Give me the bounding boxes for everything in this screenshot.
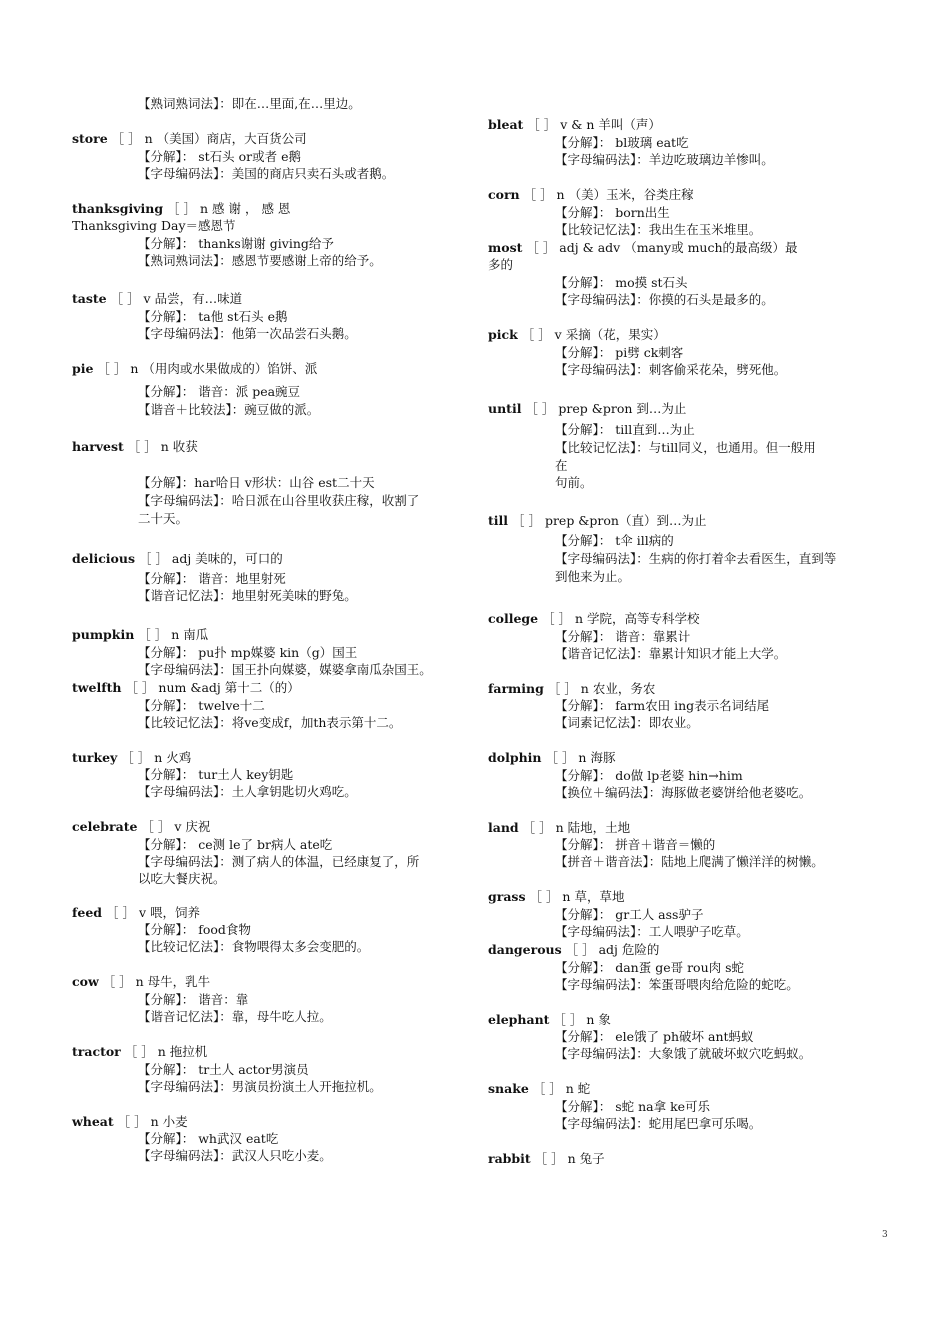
definition: ［ ］ n 火鸡 — [117, 750, 192, 765]
left-entry-headword-line — [72, 550, 283, 567]
right-text-line: 【分解】： gr工人 ass驴子 — [555, 907, 704, 922]
headword: college — [488, 611, 539, 626]
right-text-line: 【字母编码法】：刺客偷采花朵，劈死他。 — [555, 362, 787, 377]
right-text-line: 【分解】： farm农田 ing表示名词结尾 — [555, 698, 770, 713]
definition: ［ ］ n 象 — [549, 1012, 611, 1027]
right-entry-headword-line — [488, 610, 700, 627]
right-text-line: 句前。 — [555, 475, 593, 490]
page-number: 3 — [882, 1230, 888, 1240]
definition: ［ ］ n （用肉或水果做成的）馅饼、派 — [93, 361, 318, 376]
definition: ［ ］ v & n 羊叫（声） — [523, 117, 661, 132]
right-entry-headword-line — [488, 239, 798, 256]
right-text-line: 多的 — [488, 257, 514, 272]
left-text-line: 【分解】： tur土人 key钥匙 — [138, 767, 294, 782]
headword: pie — [72, 361, 94, 376]
right-entry-headword-line — [488, 1011, 611, 1028]
definition: ［ ］ n 蛇 — [528, 1081, 591, 1096]
headword: cow — [72, 974, 99, 989]
definition: ［ ］ n 农业，务农 — [543, 681, 656, 696]
headword: bleat — [488, 117, 524, 132]
right-text-line: 【字母编码法】：大象饿了就破坏蚁穴吃蚂蚁。 — [555, 1046, 812, 1061]
left-text-line: 【分解】： 谐音：地里射死 — [138, 571, 286, 586]
left-text-line: 【谐音＋比较法】：豌豆做的派。 — [138, 402, 320, 417]
right-text-line: 【字母编码法】：你摸的石头是最多的。 — [555, 292, 774, 307]
definition: ［ ］ adj & adv （many或 much的最高级）最 — [522, 240, 798, 255]
left-text-line: 【熟词熟词法】：即在…里面,在…里边。 — [138, 96, 361, 111]
headword: grass — [488, 889, 526, 904]
right-entry-headword-line — [488, 941, 659, 958]
definition: ［ ］ v 采摘（花，果实） — [517, 327, 666, 342]
definition: ［ ］ v 喂，饲养 — [102, 905, 200, 920]
left-text-line: 【分解】： 谐音：派 pea豌豆 — [138, 384, 301, 399]
headword: delicious — [72, 551, 136, 566]
definition: ［ ］ n 兔子 — [530, 1151, 605, 1166]
definition: ［ ］ n 草，草地 — [525, 889, 625, 904]
headword: celebrate — [72, 819, 138, 834]
left-text-line: 【分解】： ce测 le了 br病人 ate吃 — [138, 837, 333, 852]
right-text-line: 【字母编码法】：生病的你打着伞去看医生，直到等 — [555, 551, 837, 566]
headword: pick — [488, 327, 518, 342]
left-text-line: 【分解】： 谐音：靠 — [138, 992, 249, 1007]
left-text-line: 【比较记忆法】：食物喂得太多会变肥的。 — [138, 939, 370, 954]
left-entry-headword-line — [72, 679, 300, 696]
left-entry-headword-line — [72, 818, 210, 835]
right-text-line: 【分解】： s蛇 na拿 ke可乐 — [555, 1099, 711, 1114]
left-entry-headword-line — [72, 290, 242, 307]
definition: ［ ］ n 母牛，乳牛 — [98, 974, 211, 989]
headword: snake — [488, 1081, 529, 1096]
definition: ［ ］ prep &pron 到…为止 — [521, 401, 687, 416]
left-text-line: Thanksgiving Day＝感恩节 — [72, 218, 236, 233]
left-entry-headword-line — [72, 973, 210, 990]
left-entry-headword-line — [72, 200, 290, 217]
definition: ［ ］ n 海豚 — [541, 750, 616, 765]
headword: rabbit — [488, 1151, 531, 1166]
headword: feed — [72, 905, 103, 920]
headword: corn — [488, 187, 520, 202]
left-text-line: 【分解】： food食物 — [138, 922, 251, 937]
left-text-line: 二十天。 — [138, 511, 189, 526]
left-text-line: 【字母编码法】：国王扑向媒婆，媒婆拿南瓜杂国王。 — [138, 662, 432, 677]
right-entry-headword-line — [488, 888, 624, 905]
headword: dangerous — [488, 942, 562, 957]
headword: twelfth — [72, 680, 122, 695]
left-text-line: 【分解】：har哈日 v形状：山谷 est二十天 — [138, 475, 375, 490]
headword: most — [488, 240, 523, 255]
left-text-line: 【谐音记忆法】：地里射死美味的野兔。 — [138, 588, 357, 603]
headword: store — [72, 131, 108, 146]
headword: elephant — [488, 1012, 550, 1027]
left-entry-headword-line — [72, 626, 208, 643]
right-text-line: 【字母编码法】：笨蛋哥喂肉给危险的蛇吃。 — [555, 977, 799, 992]
left-text-line: 【分解】： tr土人 actor男演员 — [138, 1062, 309, 1077]
definition: ［ ］ n 小麦 — [113, 1114, 188, 1129]
right-entry-headword-line — [488, 326, 666, 343]
right-entry-headword-line — [488, 512, 706, 529]
headword: thanksgiving — [72, 201, 164, 216]
right-text-line: 【分解】： bl玻璃 eat吃 — [555, 135, 689, 150]
headword: dolphin — [488, 750, 542, 765]
headword: till — [488, 513, 509, 528]
left-text-line: 【字母编码法】：测了病人的体温，已经康复了，所 — [138, 854, 420, 869]
definition: ［ ］ n （美国）商店，大百货公司 — [107, 131, 307, 146]
definition: ［ ］ n 陆地，土地 — [518, 820, 631, 835]
right-text-line: 【分解】： do做 lp老婆 hin→him — [555, 768, 743, 783]
left-entry-headword-line — [72, 1043, 207, 1060]
right-text-line: 【分解】： till直到…为止 — [555, 422, 695, 437]
definition: ［ ］ prep &pron（直）到…为止 — [508, 513, 707, 528]
definition: ［ ］ n 感 谢 ， 感 恩 — [163, 201, 291, 216]
right-text-line: 【分解】： dan蛋 ge哥 rou肉 s蛇 — [555, 960, 745, 975]
right-text-line: 到他来为止。 — [555, 569, 631, 584]
right-entry-headword-line — [488, 186, 694, 203]
definition: ［ ］ adj 危险的 — [561, 942, 660, 957]
definition: ［ ］ num &adj 第十二（的） — [121, 680, 300, 695]
left-text-line: 【比较记忆法】：将ve变成f，加th表示第十二。 — [138, 715, 402, 730]
right-text-line: 【分解】： mo摸 st石头 — [555, 275, 688, 290]
left-text-line: 【字母编码法】：武汉人只吃小麦。 — [138, 1148, 332, 1163]
headword: land — [488, 820, 519, 835]
headword: farming — [488, 681, 544, 696]
headword: taste — [72, 291, 107, 306]
left-text-line: 【分解】： thanks谢谢 giving给予 — [138, 236, 334, 251]
definition: ［ ］ v 品尝，有…味道 — [106, 291, 243, 306]
left-entry-headword-line — [72, 904, 200, 921]
left-entry-headword-line — [72, 1113, 188, 1130]
definition: ［ ］ n 南瓜 — [134, 627, 209, 642]
headword: pumpkin — [72, 627, 135, 642]
headword: until — [488, 401, 522, 416]
right-text-line: 【字母编码法】：羊边吃玻璃边羊惨叫。 — [555, 152, 774, 167]
left-text-line: 【字母编码法】：男演员扮演土人开拖拉机。 — [138, 1079, 382, 1094]
right-text-line: 【分解】： 谐音：靠累计 — [555, 629, 691, 644]
left-text-line: 【熟词熟词法】：感恩节要感谢上帝的给予。 — [138, 253, 382, 268]
definition: ［ ］ n 收获 — [123, 439, 198, 454]
left-text-line: 【分解】： twelve十二 — [138, 698, 265, 713]
headword: harvest — [72, 439, 124, 454]
left-text-line: 【谐音记忆法】：靠，母牛吃人拉。 — [138, 1009, 332, 1024]
right-text-line: 【字母编码法】：蛇用尾巴拿可乐喝。 — [555, 1116, 762, 1131]
right-text-line: 【词素记忆法】：即农业。 — [555, 715, 699, 730]
right-text-line: 【谐音记忆法】：靠累计知识才能上大学。 — [555, 646, 787, 661]
right-entry-headword-line — [488, 1080, 590, 1097]
right-text-line: 【拼音＋谐音法】：陆地上爬满了懒洋洋的树懒。 — [555, 854, 824, 869]
headword: wheat — [72, 1114, 114, 1129]
left-entry-headword-line — [72, 438, 198, 455]
headword: turkey — [72, 750, 118, 765]
left-text-line: 【字母编码法】：美国的商店只卖石头或者鹅。 — [138, 166, 395, 181]
right-text-line: 【分解】： ele饿了 ph破坏 ant蚂蚁 — [555, 1029, 754, 1044]
right-text-line: 【分解】： pi劈 ck刺客 — [555, 345, 684, 360]
left-entry-headword-line — [72, 130, 307, 147]
left-text-line: 以吃大餐庆祝。 — [138, 871, 226, 886]
left-text-line: 【字母编码法】：哈日派在山谷里收获庄稼，收割了 — [138, 493, 420, 508]
right-text-line: 【字母编码法】：工人喂驴子吃草。 — [555, 924, 749, 939]
left-text-line: 【分解】： st石头 or或者 e鹅 — [138, 149, 302, 164]
right-text-line: 【分解】： 拼音＋谐音＝懒的 — [555, 837, 716, 852]
definition: ［ ］ v 庆祝 — [137, 819, 211, 834]
definition: ［ ］ n （美）玉米，谷类庄稼 — [519, 187, 694, 202]
left-text-line: 【字母编码法】：土人拿钥匙切火鸡吃。 — [138, 784, 357, 799]
right-entry-headword-line — [488, 1150, 605, 1167]
left-entry-headword-line — [72, 749, 191, 766]
right-text-line: 【分解】： born出生 — [555, 205, 670, 220]
right-text-line: 在 — [555, 458, 568, 473]
left-text-line: 【分解】： ta他 st石头 e鹅 — [138, 309, 288, 324]
right-entry-headword-line — [488, 116, 661, 133]
headword: tractor — [72, 1044, 121, 1059]
definition: ［ ］ adj 美味的，可口的 — [135, 551, 283, 566]
right-entry-headword-line — [488, 819, 630, 836]
right-entry-headword-line — [488, 400, 686, 417]
left-entry-headword-line — [72, 360, 317, 377]
left-text-line: 【分解】： wh武汉 eat吃 — [138, 1131, 279, 1146]
definition: ［ ］ n 学院，高等专科学校 — [538, 611, 700, 626]
left-text-line: 【分解】： pu扑 mp媒婆 kin（g）国王 — [138, 645, 358, 660]
left-text-line: 【字母编码法】：他第一次品尝石头鹅。 — [138, 326, 357, 341]
right-entry-headword-line — [488, 680, 655, 697]
right-text-line: 【比较记忆法】：与till同义，也通用。但一般用 — [555, 440, 816, 455]
right-text-line: 【换位＋编码法】：海豚做老婆饼给他老婆吃。 — [555, 785, 812, 800]
right-text-line: 【分解】： t伞 ill病的 — [555, 533, 674, 548]
right-text-line: 【比较记忆法】：我出生在玉米堆里。 — [555, 222, 762, 237]
definition: ［ ］ n 拖拉机 — [120, 1044, 208, 1059]
right-entry-headword-line — [488, 749, 615, 766]
